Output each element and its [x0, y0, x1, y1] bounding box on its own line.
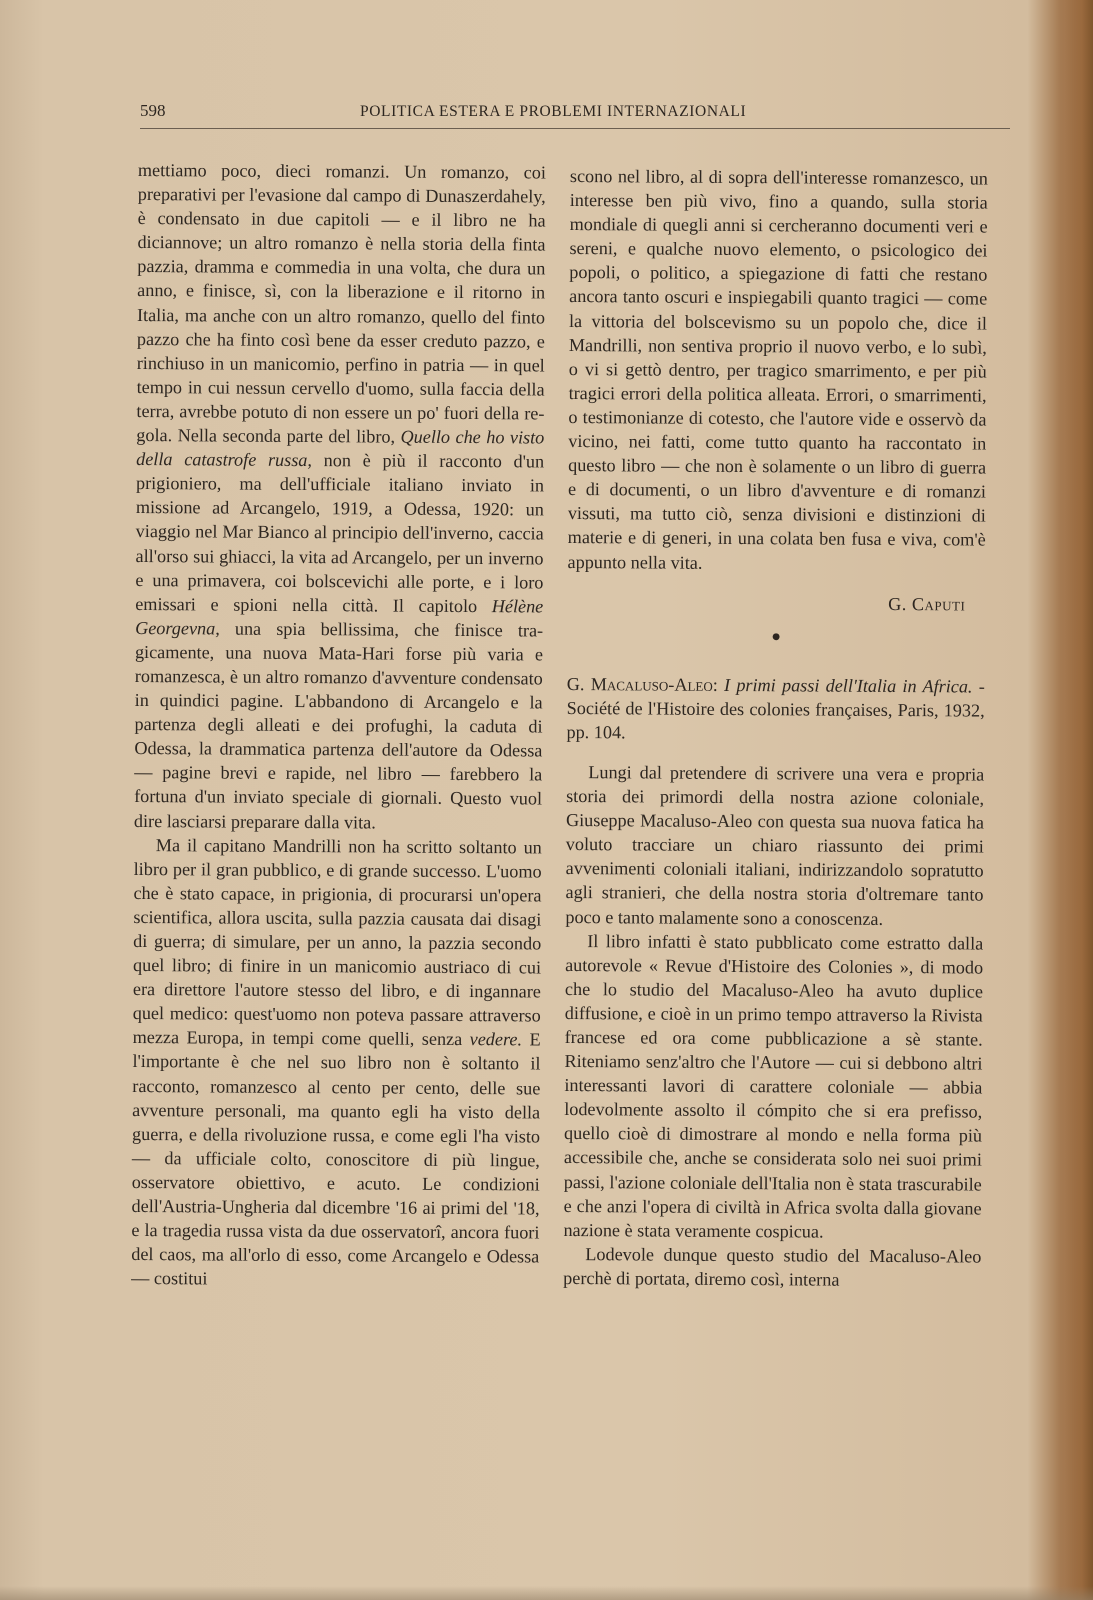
paragraph: Lodevole dunque questo studio del Macaluso-Aleo perchè di portata, diremo così, interna: [563, 1243, 982, 1290]
paragraph: mettiamo poco, dieci romanzi. Un romanzo, coi preparativi per l'evasione dal campo di Dunaszerdahely, è condensato in due capitoli — e il libro ne ha diciannove; un altro romanzo è nella storia della finta pazzia, dramma e commedia in una volta, che dura un anno, e finisce, sì, con la liberazione e il ritorno in Italia, ma anche con un altro romanzo, quello del finto pazzo che ha finto così bene da esser creduto pazzo, e rinchiuso in un manicomio, perfino in patria — in quel tempo in cui nessun cervello d'uomo, sulla faccia della terra, avrebbe potuto di non essere un po' fuori della regola. Nella seconda parte del libro, Quello che ho visto della catastrofe russa, non è più il racconto d'un prigioniero, ma dell'ufficiale italiano inviato in missione ad Arcangelo, 1919, a Odessa, 1920: un viaggio nel Mar Bianco al principio dell'inverno, caccia all'orso sui ghiacci, la vita ad Arcangelo, per un inverno e una primavera, coi bolscevichi alle porte, e i loro emissari e spioni nella città. Il capitolo Hélène Georgevna, una spia bellissima, che finisce tragicamente, una nuova Mata-Hari forse più varia e romanzesca, è un altro romanzo d'avventure condensato in quindici pagine. L'abbandono di Arcangelo e la partenza degli alleati e dei profughi, la caduta di Odessa, la drammatica partenza dell'autore da Odessa — pagine brevi e rapide, nel libro — farebbero la fortuna d'un inviato speciale di giornali. Questo vuol dire lasciarsi preparare dalla vita.: [133, 159, 546, 832]
review-publication: - Société de l'Histoire des colonies françaises, Paris, 1932, pp. 104.: [566, 676, 985, 743]
right-column: [563, 164, 988, 1293]
page-number: 598: [140, 101, 166, 120]
page-edge-shadow: [1065, 0, 1093, 1600]
review-heading: [566, 672, 984, 747]
page-bottom-shadow: [0, 1586, 1093, 1600]
left-column: [131, 158, 546, 1293]
page-header: [140, 101, 980, 125]
review-title: I primi passi dell'Italia in Africa.: [724, 674, 973, 697]
paragraph: Lungi dal pretendere di scrivere una vera e propria storia dei primordi della nostra azione coloniale, Giuseppe Macaluso-Aleo con questa sua nuova fatica ha voluto tracciare un chiaro riassunto dei primi avvenimenti coloniali italiani, indirizzandolo sopratutto agli stranieri, che della nostra storia d'oltremare tanto poco e tanto malamente sono a conoscenza.: [565, 762, 985, 929]
paragraph: Il libro infatti è stato pubblicato come estratto dalla autorevole « Revue d'Histoire des Colonies », di modo che lo studio del Macaluso-Aleo ha avuto duplice diffusione, e cioè in un primo tempo attraverso la Rivista francese ed ora come pubblicazione a sè stante. Riteniamo senz'altro che l'Autore — cui si debbono altri interessanti lavori di carattere coloniale — abbia lodevolmente assolto il cómpito che si era prefisso, quello cioè di dimostrare al mondo e nella forma più accessibile che, anche se considerata solo nei suoi primi passi, l'azione coloniale dell'Italia non è stata trascurabile e che anzi l'opera di civiltà in Africa svolta dalla giovane nazione è stata veramente cospicua.: [563, 930, 984, 1242]
header-rule: [140, 128, 1010, 129]
review-signature: G. Caputi: [888, 593, 966, 615]
paragraph: Ma il capitano Mandrilli non ha scritto soltanto un libro per il gran pubblico, e di grande successo. L'uomo che è stato capace, in prigionia, di procurarsi un'opera scientifica, allora uscita, sulla pazzia causata dai disagi di guerra; di simulare, per un anno, la pazzia secondo quel libro; di finire in un manicomio austriaco di cui era direttore l'autore stesso del libro, e di ingannare quel medico: quest'uomo non poteva passare attraverso mezza Europa, in tempi come quelli, senza vedere. E l'importante è che nel suo libro non è soltanto il racconto, romanzesco al cento per cento, delle sue avventure personali, ma quanto egli ha visto della guerra, e della rivoluzione russa, e come egli l'ha visto — da ufficiale colto, conoscitore di più lingue, osservatore obiettivo, e acuto. Le condizioni dell'Austria-Ungheria dal dicembre '16 ai primi del '18, e la tragedia russa vista da due osservatorî, ancora fuori del caos, ma all'orlo di esso, come Arcangelo e Odessa — costitui: [131, 834, 542, 1289]
section-separator: ●: [771, 627, 781, 645]
chapter-title: Hélène Georgevna,: [135, 595, 544, 639]
book-title: Quello che ho visto della catastrofe russa,: [136, 426, 545, 471]
running-head: POLITICA ESTERA E PROBLEMI INTERNAZIONALI: [360, 103, 747, 120]
emphasis: vedere.: [469, 1029, 523, 1050]
paragraph: scono nel libro, al di sopra dell'interesse romanzesco, un interesse ben più vivo, fino a quando, sulla storia mondiale di quegli anni si cercheranno documenti veri e sereni, e qualche nuovo elemento, o psicologico dei popoli, o politico, a spiegazione di fatti che restano ancora tanto oscuri e inspiegabili quanto tragici — come la vittoria del bolscevismo su un popolo che, dice il Mandrilli, non sentiva proprio il nuovo verbo, e lo subì, o vi si gettò dentro, per tragico smarrimento, e per più tragici errori della politica alleata. Errori, o smarrimenti, o testimonianze di cotesto, che l'autore vide e osservò da vicino, nei fatti, come tutto quanto ha raccontato in questo libro — che non è solamente o un libro di guerra e di documenti, o un libro d'avventure e di romanzi vissuti, ma tutto ciò, senza divisioni e distinzioni di materie e di generi, in una colata ben fusa e viva, com'è appunto nella vita.: [567, 165, 988, 573]
review-author: G. Macaluso-Aleo:: [566, 673, 718, 695]
